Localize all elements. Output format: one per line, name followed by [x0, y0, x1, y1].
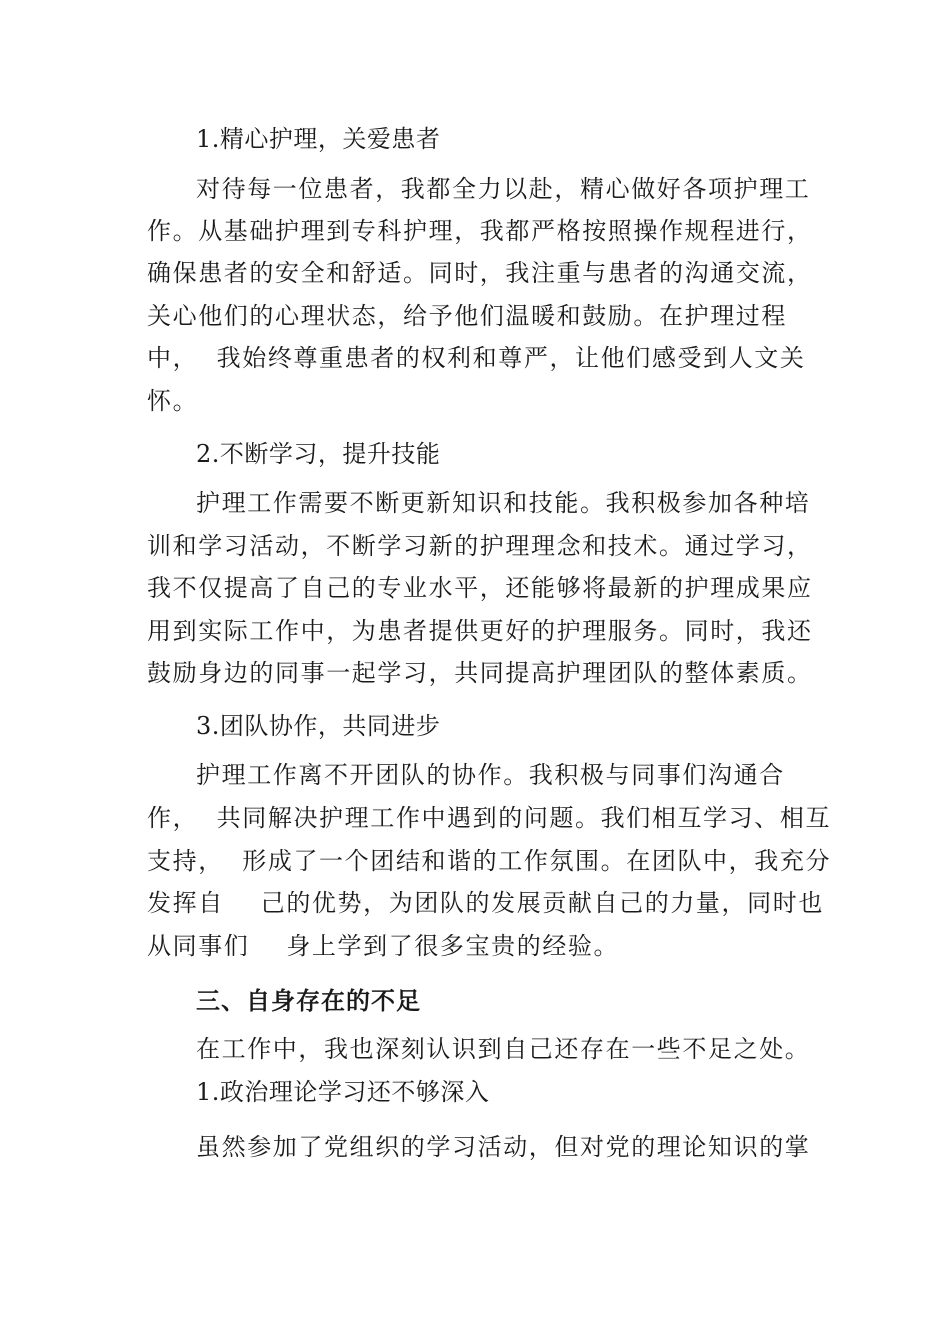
paragraph-line: 对待每一位患者，我都全力以赴，精心做好各项护理工 [196, 175, 811, 203]
paragraph-line: 发挥自 己的优势，为团队的发展贡献自己的力量，同时也 [147, 889, 824, 917]
paragraph-line: 从同事们 身上学到了很多宝贵的经验。 [147, 932, 620, 960]
paragraph-line: 中， 我始终尊重患者的权利和尊严，让他们感受到人文关 [147, 344, 806, 372]
subheading-learning: 2.不断学习，提升技能 [196, 440, 441, 468]
subheading-care: 1.精心护理，关爱患者 [196, 125, 441, 153]
paragraph-line: 关心他们的心理状态，给予他们温暖和鼓励。在护理过程 [147, 302, 787, 330]
paragraph-line: 在工作中，我也深刻认识到自己还存在一些不足之处。 [196, 1035, 811, 1063]
subheading-political-theory: 1.政治理论学习还不够深入 [196, 1078, 490, 1106]
paragraph-line: 作。从基础护理到专科护理，我都严格按照操作规程进行， [147, 217, 813, 245]
paragraph-line: 护理工作离不开团队的协作。我积极与同事们沟通合 [196, 761, 785, 789]
paragraph-line: 训和学习活动，不断学习新的护理理念和技术。通过学习， [147, 532, 813, 560]
paragraph-line: 鼓励身边的同事一起学习，共同提高护理团队的整体素质。 [147, 659, 813, 687]
subheading-teamwork: 3.团队协作，共同进步 [196, 712, 441, 740]
paragraph-line: 作， 共同解决护理工作中遇到的问题。我们相互学习、相互 [147, 804, 832, 832]
paragraph-line: 我不仅提高了自己的专业水平，还能够将最新的护理成果应 [147, 574, 813, 602]
paragraph-line: 虽然参加了党组织的学习活动，但对党的理论知识的掌 [196, 1133, 811, 1161]
paragraph-line: 确保患者的安全和舒适。同时，我注重与患者的沟通交流， [147, 259, 813, 287]
paragraph-line: 怀。 [147, 387, 199, 415]
paragraph-line: 用到实际工作中，为患者提供更好的护理服务。同时，我还 [147, 617, 813, 645]
section-heading-shortcomings: 三、自身存在的不足 [196, 986, 421, 1015]
paragraph-line: 支持， 形成了一个团结和谐的工作氛围。在团队中，我充分 [147, 847, 832, 875]
paragraph-line: 护理工作需要不断更新知识和技能。我积极参加各种培 [196, 489, 811, 517]
